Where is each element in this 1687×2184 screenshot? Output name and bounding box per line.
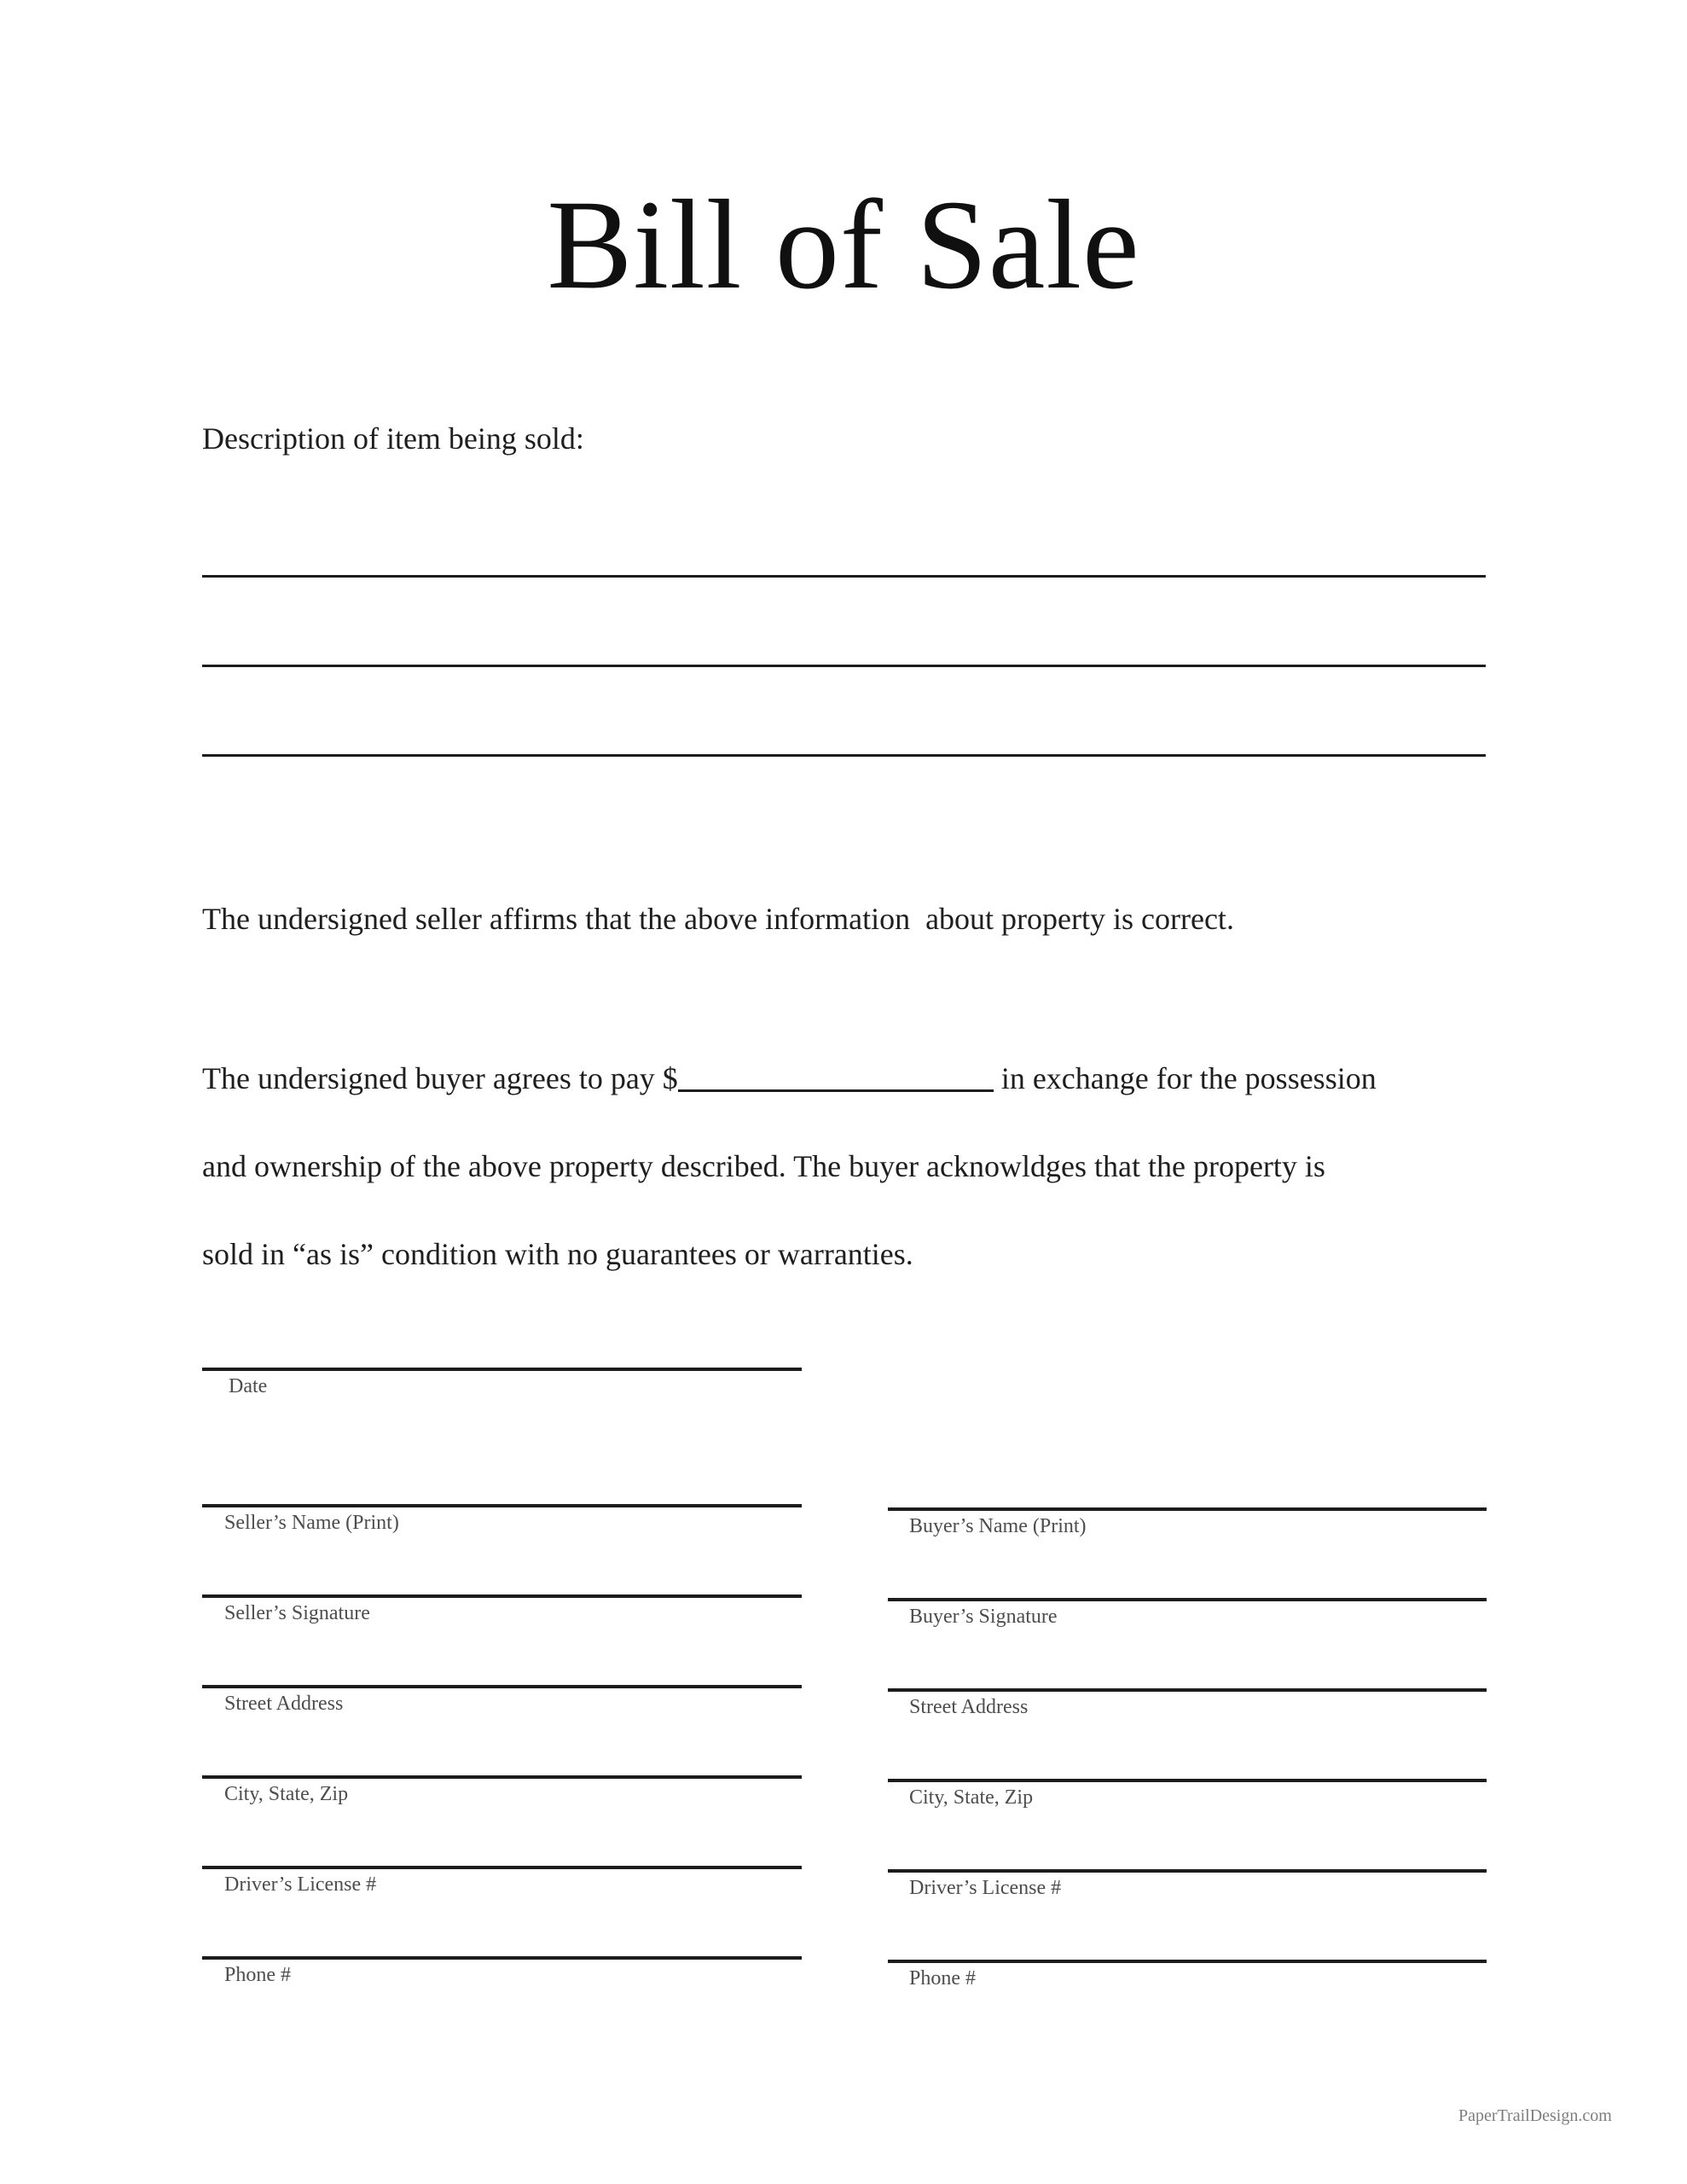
seller-affirmation-text: The undersigned seller affirms that the above information about property is correct. <box>202 902 1234 936</box>
buyer-city-label: City, State, Zip <box>909 1786 1034 1809</box>
description-label: Description of item being sold: <box>202 421 584 456</box>
buyer-city-blank-line <box>888 1779 1487 1782</box>
seller-city-label: City, State, Zip <box>224 1783 349 1805</box>
seller-signature-label: Seller’s Signature <box>224 1602 370 1624</box>
description-blank-line-3 <box>202 754 1486 757</box>
footer-branding: PaperTrailDesign.com <box>1458 2106 1612 2125</box>
buyer-name-label: Buyer’s Name (Print) <box>909 1515 1087 1537</box>
seller-phone-label: Phone # <box>224 1964 291 1986</box>
seller-street-blank-line <box>202 1685 802 1688</box>
buyer-paragraph-line-3: sold in “as is” condition with no guarantees or warranties. <box>202 1237 913 1271</box>
buyer-name-blank-line <box>888 1507 1487 1511</box>
seller-license-blank-line <box>202 1866 802 1869</box>
seller-city-blank-line <box>202 1775 802 1779</box>
buyer-paragraph-line-1 <box>202 1063 1377 1094</box>
page-title: Bill of Sale <box>547 174 1140 316</box>
seller-phone-blank-line <box>202 1956 802 1960</box>
buyer-street-blank-line <box>888 1688 1487 1692</box>
description-blank-line-2 <box>202 665 1486 667</box>
buyer-license-label: Driver’s License # <box>909 1877 1062 1899</box>
buyer-signature-label: Buyer’s Signature <box>909 1606 1058 1628</box>
buyer-street-label: Street Address <box>909 1696 1029 1718</box>
date-label: Date <box>229 1375 268 1397</box>
buyer-paragraph-line-2: and ownership of the above property described. The buyer acknowldges that the property is <box>202 1149 1325 1183</box>
buyer-signature-blank-line <box>888 1598 1487 1601</box>
description-blank-line-1 <box>202 575 1486 578</box>
buyer-phone-label: Phone # <box>909 1967 976 1989</box>
seller-license-label: Driver’s License # <box>224 1873 377 1896</box>
buyer-license-blank-line <box>888 1869 1487 1873</box>
seller-signature-blank-line <box>202 1594 802 1598</box>
price-blank-line <box>678 1088 994 1092</box>
seller-name-blank-line <box>202 1504 802 1507</box>
seller-street-label: Street Address <box>224 1693 344 1715</box>
buyer-pay-prefix: The undersigned buyer agrees to pay $ <box>202 1061 678 1095</box>
buyer-pay-suffix: in exchange for the possession <box>993 1061 1377 1095</box>
date-blank-line <box>202 1368 802 1371</box>
buyer-phone-blank-line <box>888 1960 1487 1963</box>
seller-name-label: Seller’s Name (Print) <box>224 1512 399 1534</box>
